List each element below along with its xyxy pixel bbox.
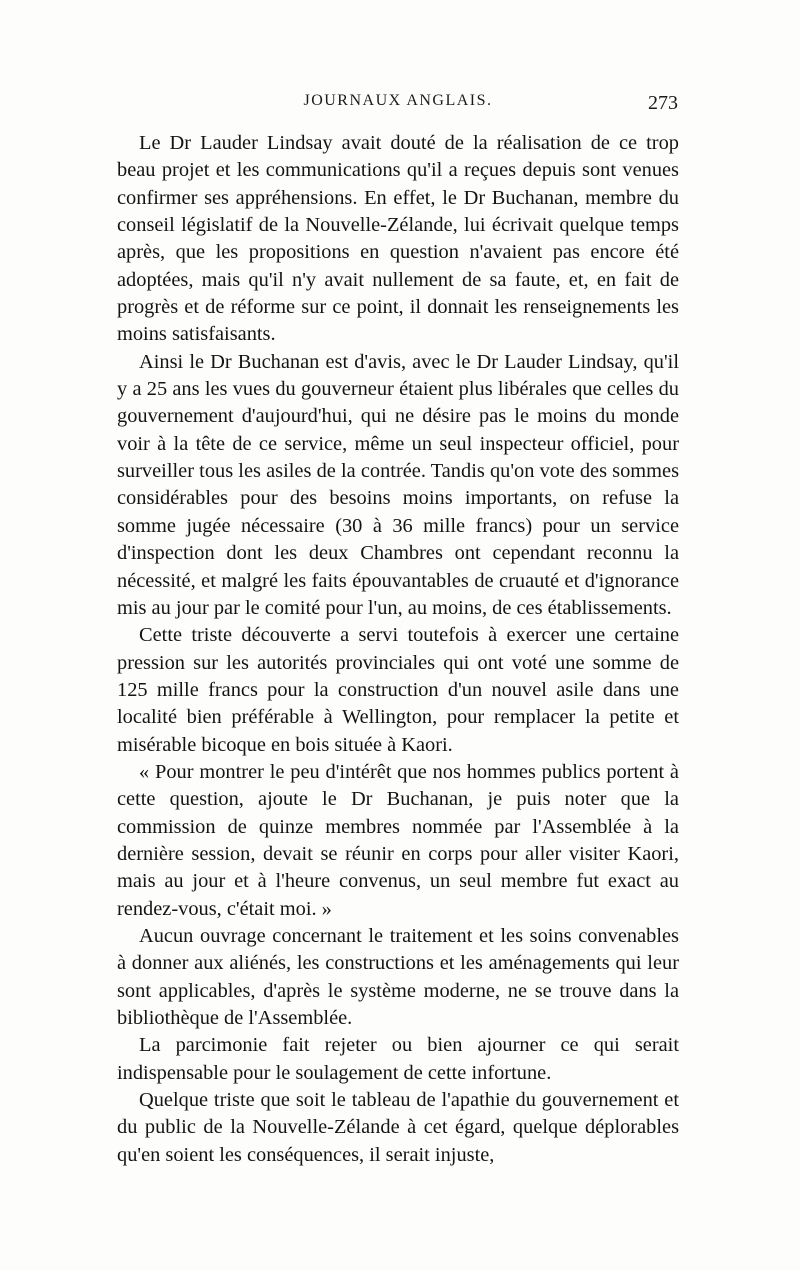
paragraph: « Pour montrer le peu d'intérêt que nos hommes publics portent à cette question, ajoute le Dr Buchanan, je puis noter que la commission de quinze membres nommée par l'Assemblée à la dernière session, devait se réunir en corps pour aller visiter Kaori, mais au jour et à l'heure convenus, un seul membre fut exact au rendez-vous, c'était moi. » [117, 760, 679, 920]
running-title: JOURNAUX ANGLAIS. [303, 92, 493, 109]
paragraph: Le Dr Lauder Lindsay avait douté de la réalisation de ce trop beau projet et les communications qu'il a reçues depuis sont venues confirmer ses appréhensions. En effet, le Dr Buchanan, membre du conseil législatif de la Nouvelle-Zélande, lui écrivait quelque temps après, que les propositions en question n'avaient pas encore été adoptées, mais qu'il n'y avait nullement de sa faute, et, en fait de progrès et de réforme sur ce point, il donnait les renseignements les moins satisfaisants. [117, 132, 679, 346]
paragraph: Cette triste découverte a servi toutefois à exercer une certaine pression sur les autorités provinciales qui ont voté une somme de 125 mille francs pour la construction d'un nouvel asile dans une localité bien préférable à Wellington, pour remplacer la petite et misérable bicoque en bois située à Kaori. [117, 624, 679, 756]
paragraph: Ainsi le Dr Buchanan est d'avis, avec le Dr Lauder Lindsay, qu'il y a 25 ans les vues du gouverneur étaient plus libérales que celles du gouvernement d'aujourd'hui, qui ne désire pas le moins du monde voir à la tête de ce service, même un seul inspecteur officiel, pour surveiller tous les asiles de la contrée. Tandis qu'on vote des sommes considérables pour des besoins moins importants, on refuse la somme jugée nécessaire (30 à 36 mille francs) pour un service d'inspection dont les deux Chambres ont cependant reconnu la nécessité, et malgré les faits épouvantables de cruauté et d'ignorance mis au jour par le comité pour l'un, au moins, de ces établissements. [117, 350, 679, 619]
paragraph: Aucun ouvrage concernant le traitement et les soins convenables à donner aux aliénés, les constructions et les aménagements qui leur sont applicables, d'après le système moderne, ne se trouve dans la bibliothèque de l'Assemblée. [117, 924, 679, 1029]
running-head [118, 92, 678, 116]
paragraph: Quelque triste que soit le tableau de l'apathie du gouvernement et du public de la Nouvelle-Zélande à cet égard, quelque déplorables qu'en soient les conséquences, il serait injuste, [117, 1089, 679, 1166]
page-number: 273 [648, 92, 678, 114]
body-text [117, 130, 679, 1169]
paragraph: La parcimonie fait rejeter ou bien ajourner ce qui serait indispensable pour le soulagement de cette infortune. [117, 1034, 679, 1084]
